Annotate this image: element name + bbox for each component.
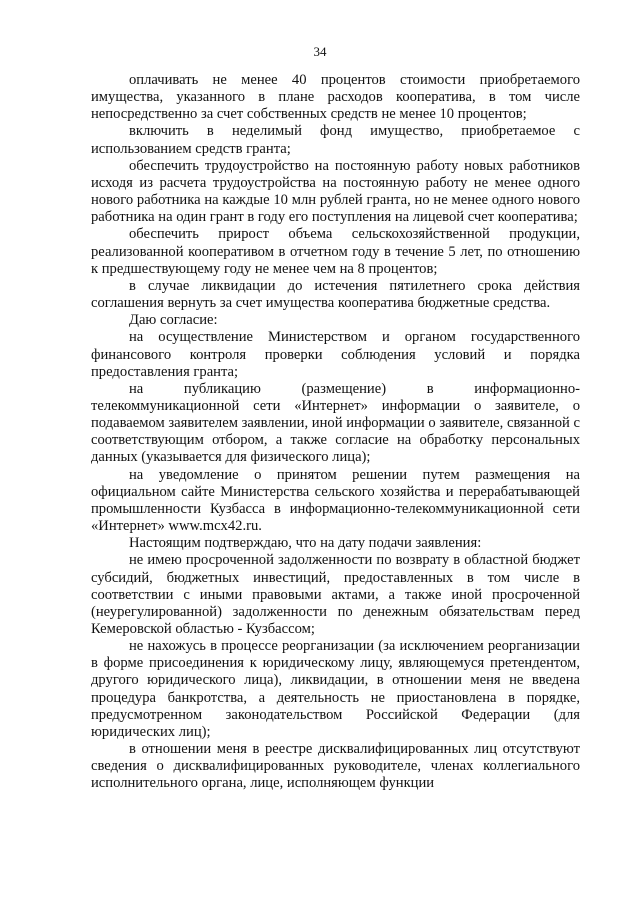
paragraph-confirmation-heading: Настоящим подтверждаю, что на дату подачи заявления: [129,535,482,552]
paragraph-consent-inspection: на осуществление Министерством и органом государственного финансового контроля проверки соблюдения условий и порядка предоставления гранта; [91,329,580,380]
document-body [91,72,580,793]
paragraph-confirmation-disqualified-registry: в отношении меня в реестре дисквалифицированных лиц отсутствуют сведения о дисквалифицированных руководителе, членах коллегиального исполнительного органа, лице, исполняющем функции [91,741,580,792]
paragraph-obligation-indivisible-fund: включить в неделимый фонд имущество, приобретаемое с использованием средств гранта; [91,123,580,157]
paragraph-consent-heading: Даю согласие: [129,312,218,329]
paragraph-consent-publication: на публикацию (размещение) в информационно-телекоммуникационной сети «Интернет» информации о заявителе, о подаваемом заявителем заявлении, иной информации о заявителе, связанной с соответствующим отбором, а также согласие на обработку персональных данных (указывается для физического лица); [91,380,580,466]
paragraph-confirmation-no-debt: не имею просроченной задолженности по возврату в областной бюджет субсидий, бюджетных инвестиций, предоставленных в том числе в соответствии с иными правовыми актами, а также иной просроченной (неурегулированной) задолженности по денежным обязательствам перед Кемеровской областью - Кузбассом; [91,552,580,637]
paragraph-obligation-payment: оплачивать не менее 40 процентов стоимости приобретаемого имущества, указанного в плане расходов кооператива, в том числе непосредственно за счет собственных средств не менее 10 процентов; [91,72,580,123]
page-number: 34 [313,44,327,59]
paragraph-obligation-production-growth: обеспечить прирост объема сельскохозяйственной продукции, реализованной кооперативом в отчетном году в течение 5 лет, по отношению к предшествующему году не менее чем на 8 процентов; [91,226,580,277]
paragraph-obligation-employment: обеспечить трудоустройство на постоянную работу новых работников исходя из расчета трудоустройства на постоянную работу не менее одного нового работника на каждые 10 млн рублей гранта, но не менее одного нового работника на один грант в году его поступления на лицевой счет кооператива; [91,157,580,226]
paragraph-obligation-liquidation-return: в случае ликвидации до истечения пятилетнего срока действия соглашения вернуть за счет имущества кооператива бюджетные средства. [91,277,580,312]
paragraph-consent-notification: на уведомление о принятом решении путем размещения на официальном сайте Министерства сельского хозяйства и перерабатывающей промышленности Кузбасса в информационно-телекоммуникационной сети «Интернет» www.mcx42.ru. [91,466,580,535]
paragraph-confirmation-no-reorganization: не нахожусь в процессе реорганизации (за исключением реорганизации в форме присоединения к юридическому лицу, являющемуся претендентом, другого юридического лица), ликвидации, в отношении меня не введена процедура банкротства, а деятельность не приостановлена в порядке, предусмотренном законодательством Российской Федерации (для юридических лиц); [91,638,580,740]
